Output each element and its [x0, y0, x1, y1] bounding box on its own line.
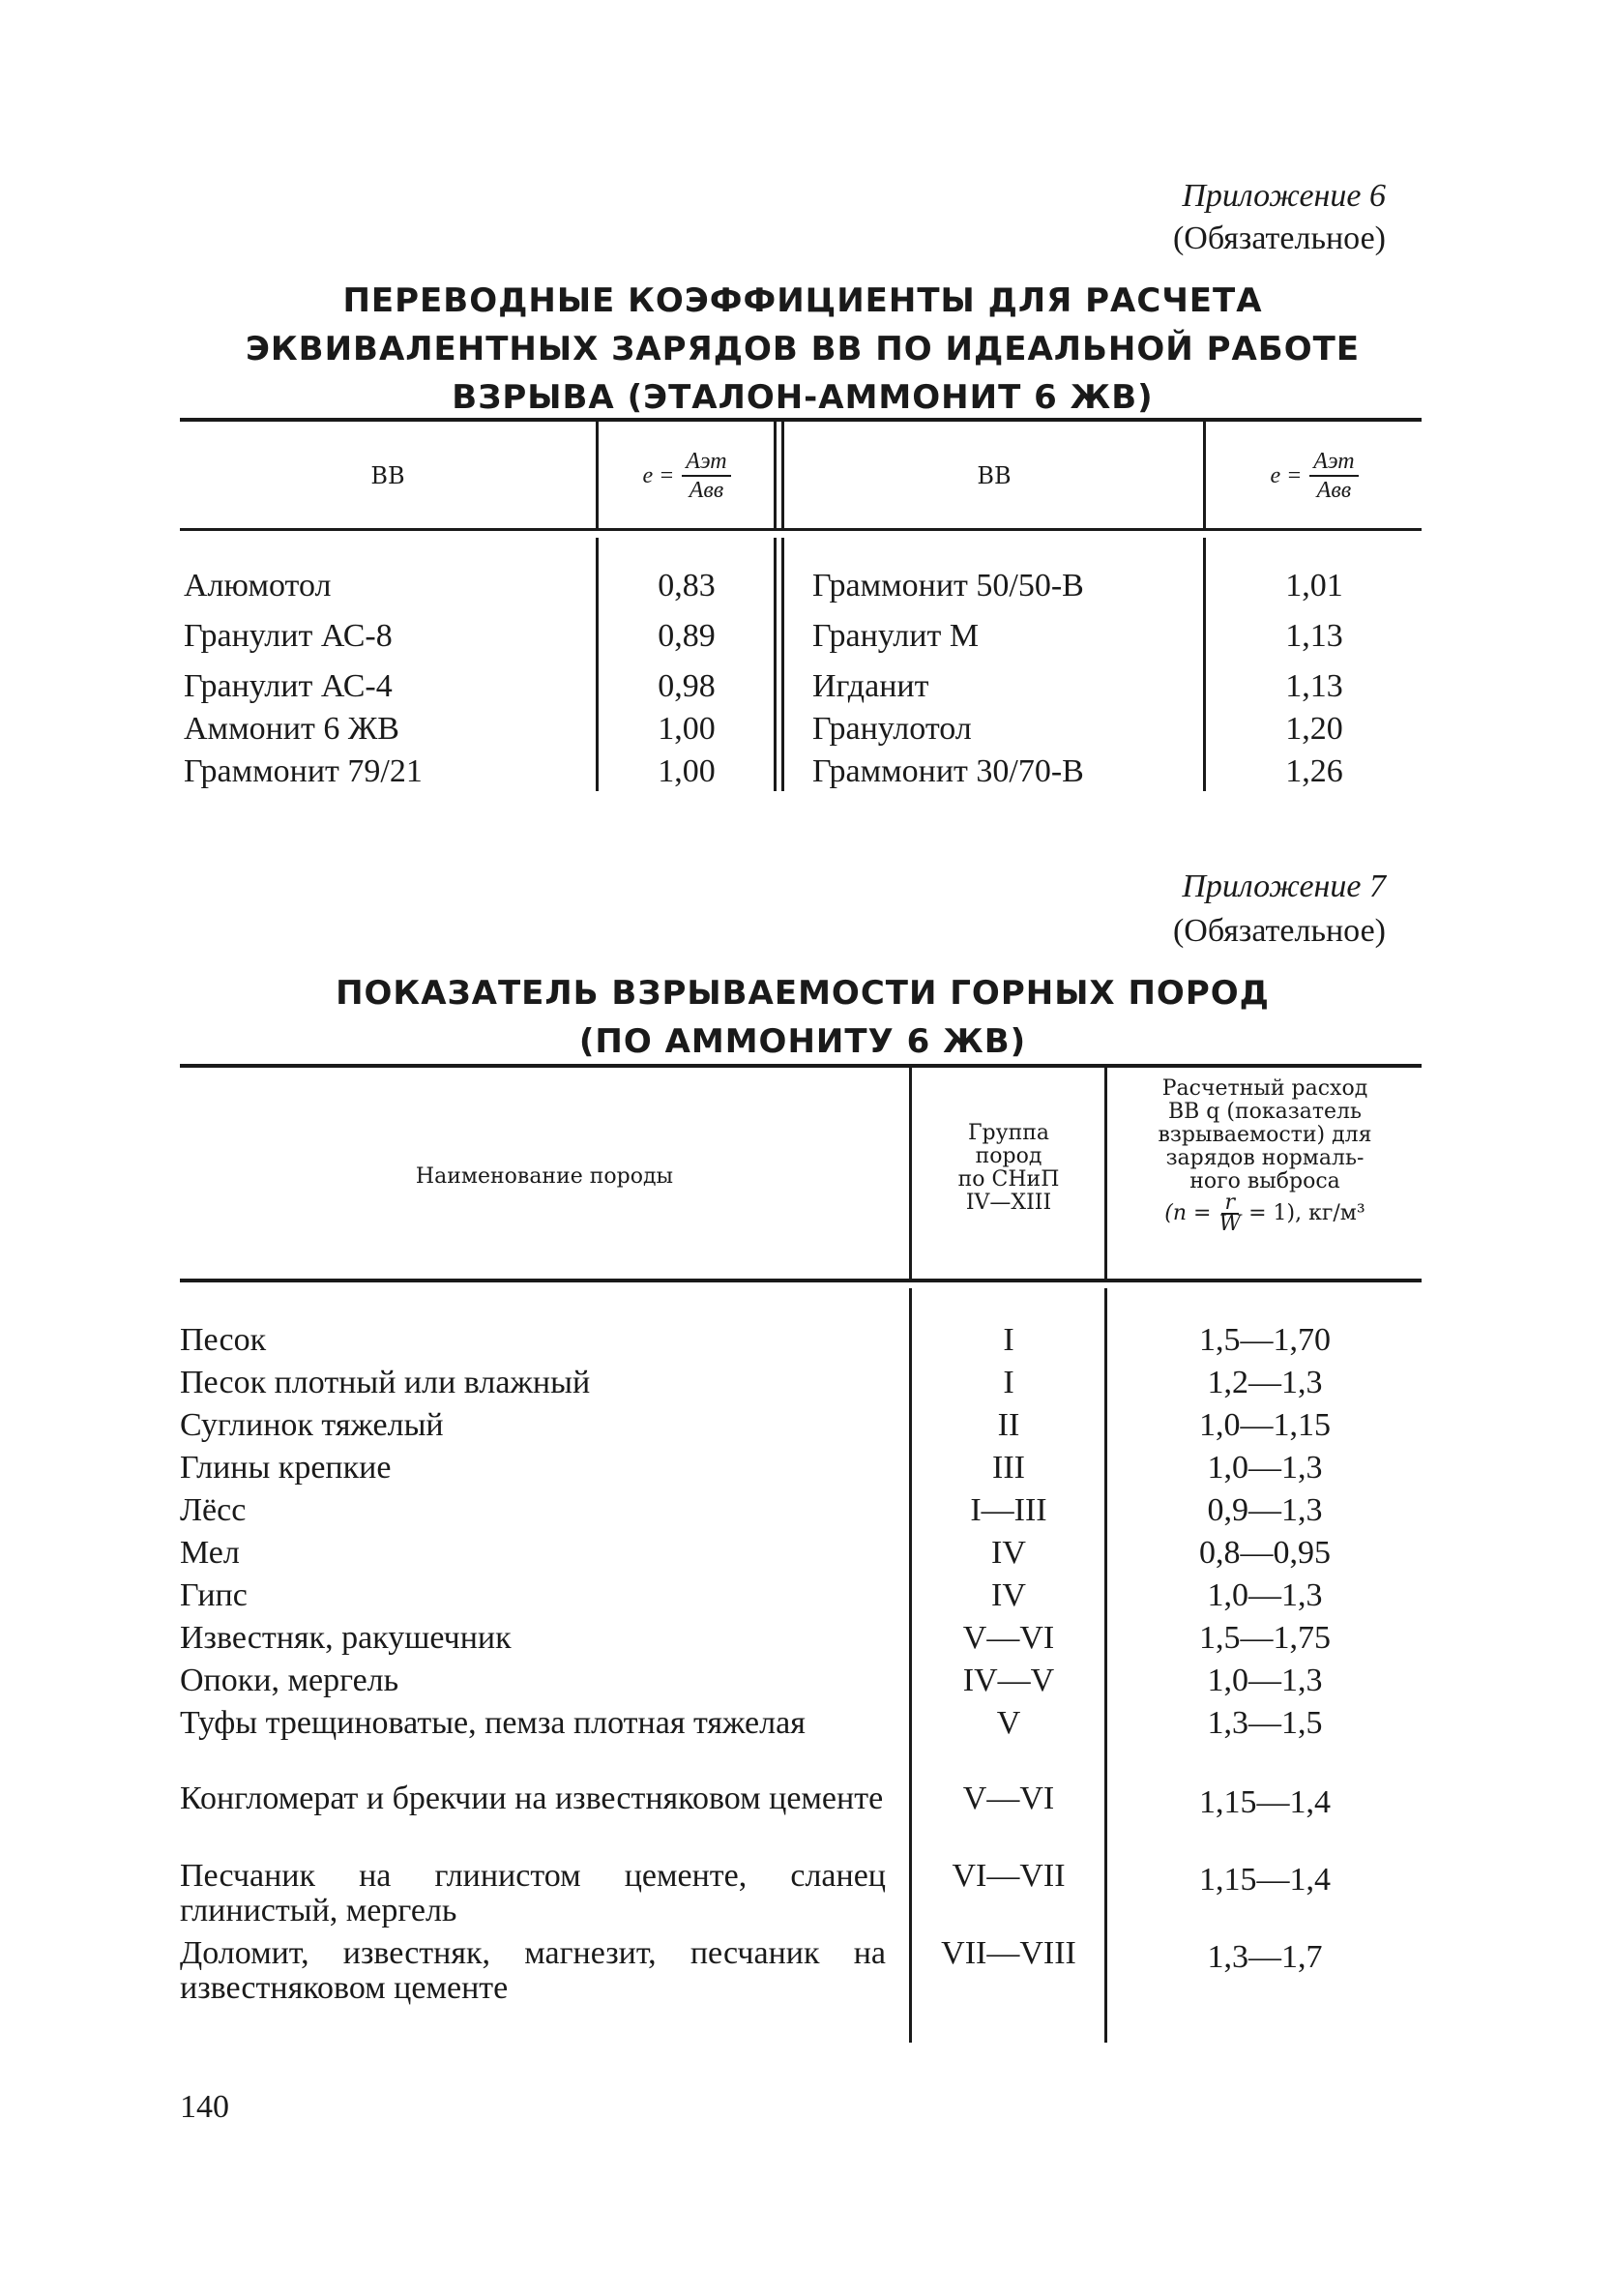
explosive-name: Граммонит 30/70-В — [812, 753, 1084, 789]
table-2-divider — [909, 1068, 912, 1279]
table-1-divider — [596, 538, 599, 791]
rock-group: VII—VIII — [941, 1935, 1076, 1971]
header-line: Группа — [967, 1121, 1050, 1145]
table-2-top-rule — [180, 1064, 1422, 1068]
rock-rate: 1,3—1,7 — [1207, 1939, 1323, 1975]
table-2-header-rule — [180, 1279, 1422, 1282]
rock-rate: 0,9—1,3 — [1207, 1492, 1323, 1528]
rate-formula-numerator: r — [1221, 1193, 1240, 1215]
table-1-divider — [781, 538, 784, 791]
header-line: ВВ q (показатель — [1167, 1100, 1363, 1124]
rate-formula-denominator: W — [1218, 1212, 1242, 1236]
table-2-divider — [1104, 1288, 1107, 2043]
table-1-divider — [774, 538, 777, 791]
explosive-name: Гранулотол — [812, 711, 972, 747]
rock-name: Туфы трещиноватые, пемза плотная тяжелая — [180, 1705, 806, 1741]
explosive-name: Граммонит 50/50-В — [812, 568, 1084, 603]
formula-denominator: Aвв — [1316, 478, 1352, 503]
page-number: 140 — [180, 2089, 229, 2125]
header-line: по СНиП — [957, 1167, 1060, 1192]
table-2-header-group — [913, 1122, 1104, 1215]
formula-lhs: e = — [1270, 462, 1303, 488]
rock-name: Глины крепкие — [180, 1450, 392, 1486]
rock-group: IV — [991, 1535, 1026, 1571]
table-1-divider — [774, 422, 777, 528]
table-2-header-rate — [1108, 1077, 1422, 1234]
appendix-6-note: (Обязательное) — [1172, 221, 1386, 256]
rock-name: Известняк, ракушечник — [180, 1620, 512, 1656]
rock-name: Песок — [180, 1322, 267, 1358]
table-1-header-bb-right: ВВ — [977, 462, 1012, 489]
rock-group: V—VI — [962, 1781, 1055, 1816]
table-2-header-name: Наименование породы — [415, 1164, 674, 1189]
appendix-7-note: (Обязательное) — [1172, 913, 1386, 949]
table-1-divider — [1203, 422, 1206, 528]
rock-rate: 1,0—1,15 — [1199, 1407, 1331, 1443]
rock-name: Конгломерат и брекчии на известняковом цементе — [180, 1781, 884, 1816]
explosive-name: Гранулит М — [812, 618, 980, 654]
table-2-divider — [909, 1288, 912, 2043]
coefficient-value: 0,98 — [658, 668, 716, 704]
table-1-top-rule — [180, 418, 1422, 422]
header-line: пород — [975, 1144, 1042, 1168]
coefficient-value: 1,00 — [658, 711, 716, 747]
table-1-header-formula-left — [600, 429, 774, 522]
formula-lhs: e = — [642, 462, 675, 488]
explosive-name: Гранулит АС-8 — [184, 618, 393, 654]
coefficient-value: 1,00 — [658, 753, 716, 789]
header-line: ного выброса — [1189, 1169, 1340, 1193]
appendix-6-title-line: ВЗРЫВА (ЭТАЛОН-АММОНИТ 6 ЖВ) — [452, 378, 1154, 417]
formula-fraction — [682, 448, 730, 504]
rock-rate: 1,0—1,3 — [1207, 1450, 1323, 1486]
rock-rate: 1,15—1,4 — [1199, 1784, 1331, 1820]
rock-name: Доломит, известняк, магнезит, песчаник на известняковом цементе — [180, 1935, 886, 2006]
rock-group: V—VI — [962, 1620, 1055, 1656]
rock-rate: 1,0—1,3 — [1207, 1577, 1323, 1613]
appendix-6-title-line: ПЕРЕВОДНЫЕ КОЭФФИЦИЕНТЫ ДЛЯ РАСЧЕТА — [342, 281, 1263, 320]
appendix-7-title — [174, 969, 1431, 1066]
rock-name: Мел — [180, 1535, 240, 1571]
rock-name: Песок плотный или влажный — [180, 1365, 591, 1400]
coefficient-value: 1,13 — [1285, 618, 1343, 654]
rock-rate: 1,0—1,3 — [1207, 1663, 1323, 1698]
rock-name: Гипс — [180, 1577, 248, 1613]
appendix-6-label: Приложение 6 — [1182, 178, 1386, 214]
rock-rate: 1,5—1,70 — [1199, 1322, 1331, 1358]
rock-rate: 1,15—1,4 — [1199, 1862, 1331, 1898]
table-1-divider — [781, 422, 784, 528]
table-1-divider — [596, 422, 599, 528]
explosive-name: Игданит — [812, 668, 929, 704]
coefficient-value: 1,20 — [1285, 711, 1343, 747]
table-1-header-formula-right — [1207, 429, 1422, 522]
coefficient-value: 1,13 — [1285, 668, 1343, 704]
rock-name: Суглинок тяжелый — [180, 1407, 444, 1443]
table-1-divider — [1203, 538, 1206, 791]
header-line: Расчетный расход — [1161, 1076, 1368, 1101]
rock-group: I — [1003, 1365, 1014, 1400]
rock-name: Опоки, мергель — [180, 1663, 399, 1698]
formula-denominator: Aвв — [689, 478, 724, 503]
appendix-6-title-line: ЭКВИВАЛЕНТНЫХ ЗАРЯДОВ ВВ ПО ИДЕАЛЬНОЙ РАБОТЕ — [245, 330, 1361, 368]
rock-group: VI—VII — [952, 1858, 1066, 1894]
formula-numerator: Aэт — [1309, 448, 1358, 477]
rock-rate: 1,2—1,3 — [1207, 1365, 1323, 1400]
rate-formula-pre: (n = — [1164, 1201, 1212, 1225]
rate-formula-post: = 1), кг/м³ — [1248, 1201, 1365, 1225]
appendix-7-title-line: (ПО АММОНИТУ 6 ЖВ) — [578, 1022, 1027, 1061]
appendix-6-title — [174, 277, 1431, 422]
coefficient-value: 1,01 — [1285, 568, 1343, 603]
rock-group: IV—V — [962, 1663, 1055, 1698]
table-1-header-rule — [180, 528, 1422, 531]
explosive-name: Алюмотол — [184, 568, 332, 603]
rock-group: III — [992, 1450, 1025, 1486]
table-1-header-bb-left: ВВ — [370, 462, 405, 489]
appendix-7-title-line: ПОКАЗАТЕЛЬ ВЗРЫВАЕМОСТИ ГОРНЫХ ПОРОД — [336, 974, 1270, 1013]
rock-group: I—III — [970, 1492, 1047, 1528]
table-2-divider — [1104, 1068, 1107, 1279]
rate-formula-fraction — [1215, 1193, 1245, 1234]
formula-numerator: Aэт — [682, 448, 730, 477]
appendix-7-label: Приложение 7 — [1182, 868, 1386, 904]
rock-group: IV — [991, 1577, 1026, 1613]
explosive-name: Аммонит 6 ЖВ — [184, 711, 399, 747]
rate-formula — [1108, 1193, 1422, 1234]
rock-name: Лёсс — [180, 1492, 247, 1528]
coefficient-value: 0,89 — [658, 618, 716, 654]
coefficient-value: 0,83 — [658, 568, 716, 603]
explosive-name: Гранулит АС-4 — [184, 668, 393, 704]
rock-group: V — [996, 1705, 1021, 1741]
rock-rate: 1,3—1,5 — [1207, 1705, 1323, 1741]
coefficient-value: 1,26 — [1285, 753, 1343, 789]
rock-rate: 1,5—1,75 — [1199, 1620, 1331, 1656]
rock-group: I — [1003, 1322, 1014, 1358]
rock-group: II — [997, 1407, 1020, 1443]
header-line: IV—XIII — [965, 1191, 1052, 1215]
rock-rate: 0,8—0,95 — [1199, 1535, 1331, 1571]
header-line: зарядов нормаль- — [1165, 1146, 1365, 1170]
rock-name: Песчаник на глинистом цементе, сланец глинистый, мергель — [180, 1858, 886, 1928]
formula-fraction — [1309, 448, 1358, 504]
explosive-name: Граммонит 79/21 — [184, 753, 423, 789]
header-line: взрываемости) для — [1158, 1123, 1372, 1147]
